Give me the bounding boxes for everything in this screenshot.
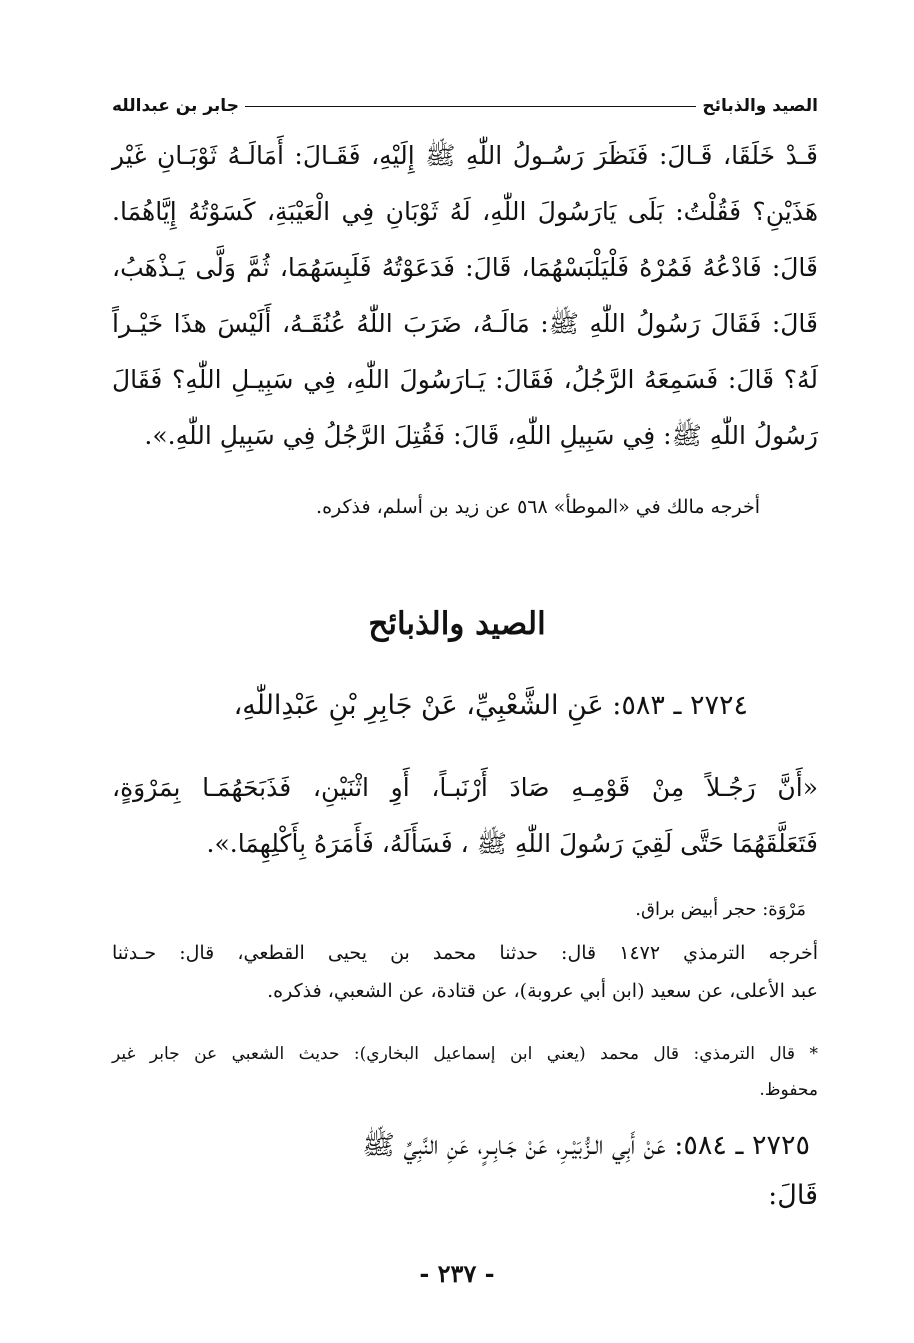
page-number: - ٢٣٧ - xyxy=(419,1259,495,1288)
header-rule xyxy=(245,106,696,107)
text-line: لَهُ؟ قَالَ: فَسَمِعَهُ الرَّجُلُ، فَقَالَ: يَـارَسُولَ اللّٰهِ، فِي سَبِيـلِ اللّٰهِ؟ فَقَالَ xyxy=(112,365,818,394)
running-header xyxy=(112,92,818,120)
footnote xyxy=(112,1036,818,1108)
text-line: رَسُولُ اللّٰهِ ﷺ: فِي سَبِيلِ اللّٰهِ، قَالَ: فَقُتِلَ الرَّجُلُ فِي سَبِيلِ اللّٰهِ.». xyxy=(144,421,818,450)
source-reference xyxy=(112,934,818,1010)
section-title: الصيد والذبائح xyxy=(368,606,546,642)
hadith-heading: ٢٧٢٥ ـ ٥٨٤: عَنْ أَبِي الـزُّبَيْـرِ، عَنْ جَـابِـرٍ، عَنِ النَّبِيِّ ﷺ xyxy=(362,1130,810,1161)
text-line: هَذَيْنِ؟ فَقُلْتُ: بَلَى يَارَسُولَ اللّٰهِ، لَهُ ثَوْبَانِ فِي الْعَيْبَةِ، كَسَوْتُهُ إِيَّاهُمَا. xyxy=(112,197,818,226)
text-line: «أَنَّ رَجُـلاً مِنْ قَوْمِـهِ صَادَ أَرْنَبـاً، أَوِ اثْنَيْنِ، فَذَبَحَهُمَـا بِمَرْوَةٍ، xyxy=(112,773,818,802)
text-line: قَالَ: فَقَالَ رَسُولُ اللّٰهِ ﷺ: مَالَـهُ، ضَرَبَ اللّٰهُ عُنُقَـهُ، أَلَيْسَ هذَا خَيْـراً xyxy=(112,309,818,338)
text-line: قَـدْ خَلَقَا، قَـالَ: فَنَظَرَ رَسُـولُ اللّٰهِ ﷺ إِلَيْهِ، فَقَـالَ: أَمَالَـهُ ثَوْبَـانِ غَيْر xyxy=(112,141,818,170)
source-reference: أخرجه مالك في «الموطأ» ٥٦٨ عن زيد بن أسلم، فذكره. xyxy=(316,496,760,518)
word-gloss: مَرْوَة: حجر أبيض براق. xyxy=(635,899,806,920)
hadith-heading: ٢٧٢٤ ـ ٥٨٣: عَنِ الشَّعْبِيِّ، عَنْ جَابِرِ بْنِ عَبْدِاللّٰهِ، xyxy=(233,690,748,721)
header-narrator: جابر بن عبدالله xyxy=(112,96,239,116)
text-line: عبد الأعلى، عن سعيد (ابن أبي عروبة)، عن قتادة، عن الشعبي، فذكره. xyxy=(267,980,818,1002)
hadith-text xyxy=(112,760,818,872)
text-line: فَتَعَلَّقَهُمَا حَتَّى لَقِيَ رَسُولَ اللّٰهِ ﷺ ، فَسَأَلَهُ، فَأَمَرَهُ بِأَكْلِهِمَا.». xyxy=(206,829,818,858)
text-line: محفوظ. xyxy=(759,1080,818,1100)
text-line: * قال الترمذي: قال محمد (يعني ابن إسماعيل البخاري): حديث الشعبي عن جابر غير xyxy=(112,1044,818,1064)
text-line: قَالَ: فَادْعُهُ فَمُرْهُ فَلْيَلْبَسْهُمَا، قَالَ: فَدَعَوْتُهُ فَلَبِسَهُمَا، ثُمَّ وَلَّى يَـذْهَبُ، xyxy=(112,253,818,282)
text-line: أخرجه الترمذي ١٤٧٢ قال: حدثنا محمد بن يحيى القطعي، قال: حـدثنا xyxy=(112,942,818,964)
hadith-continuation xyxy=(112,128,818,464)
hadith-text: قَالَ: xyxy=(768,1180,818,1211)
header-section-title: الصيد والذبائح xyxy=(702,96,818,116)
